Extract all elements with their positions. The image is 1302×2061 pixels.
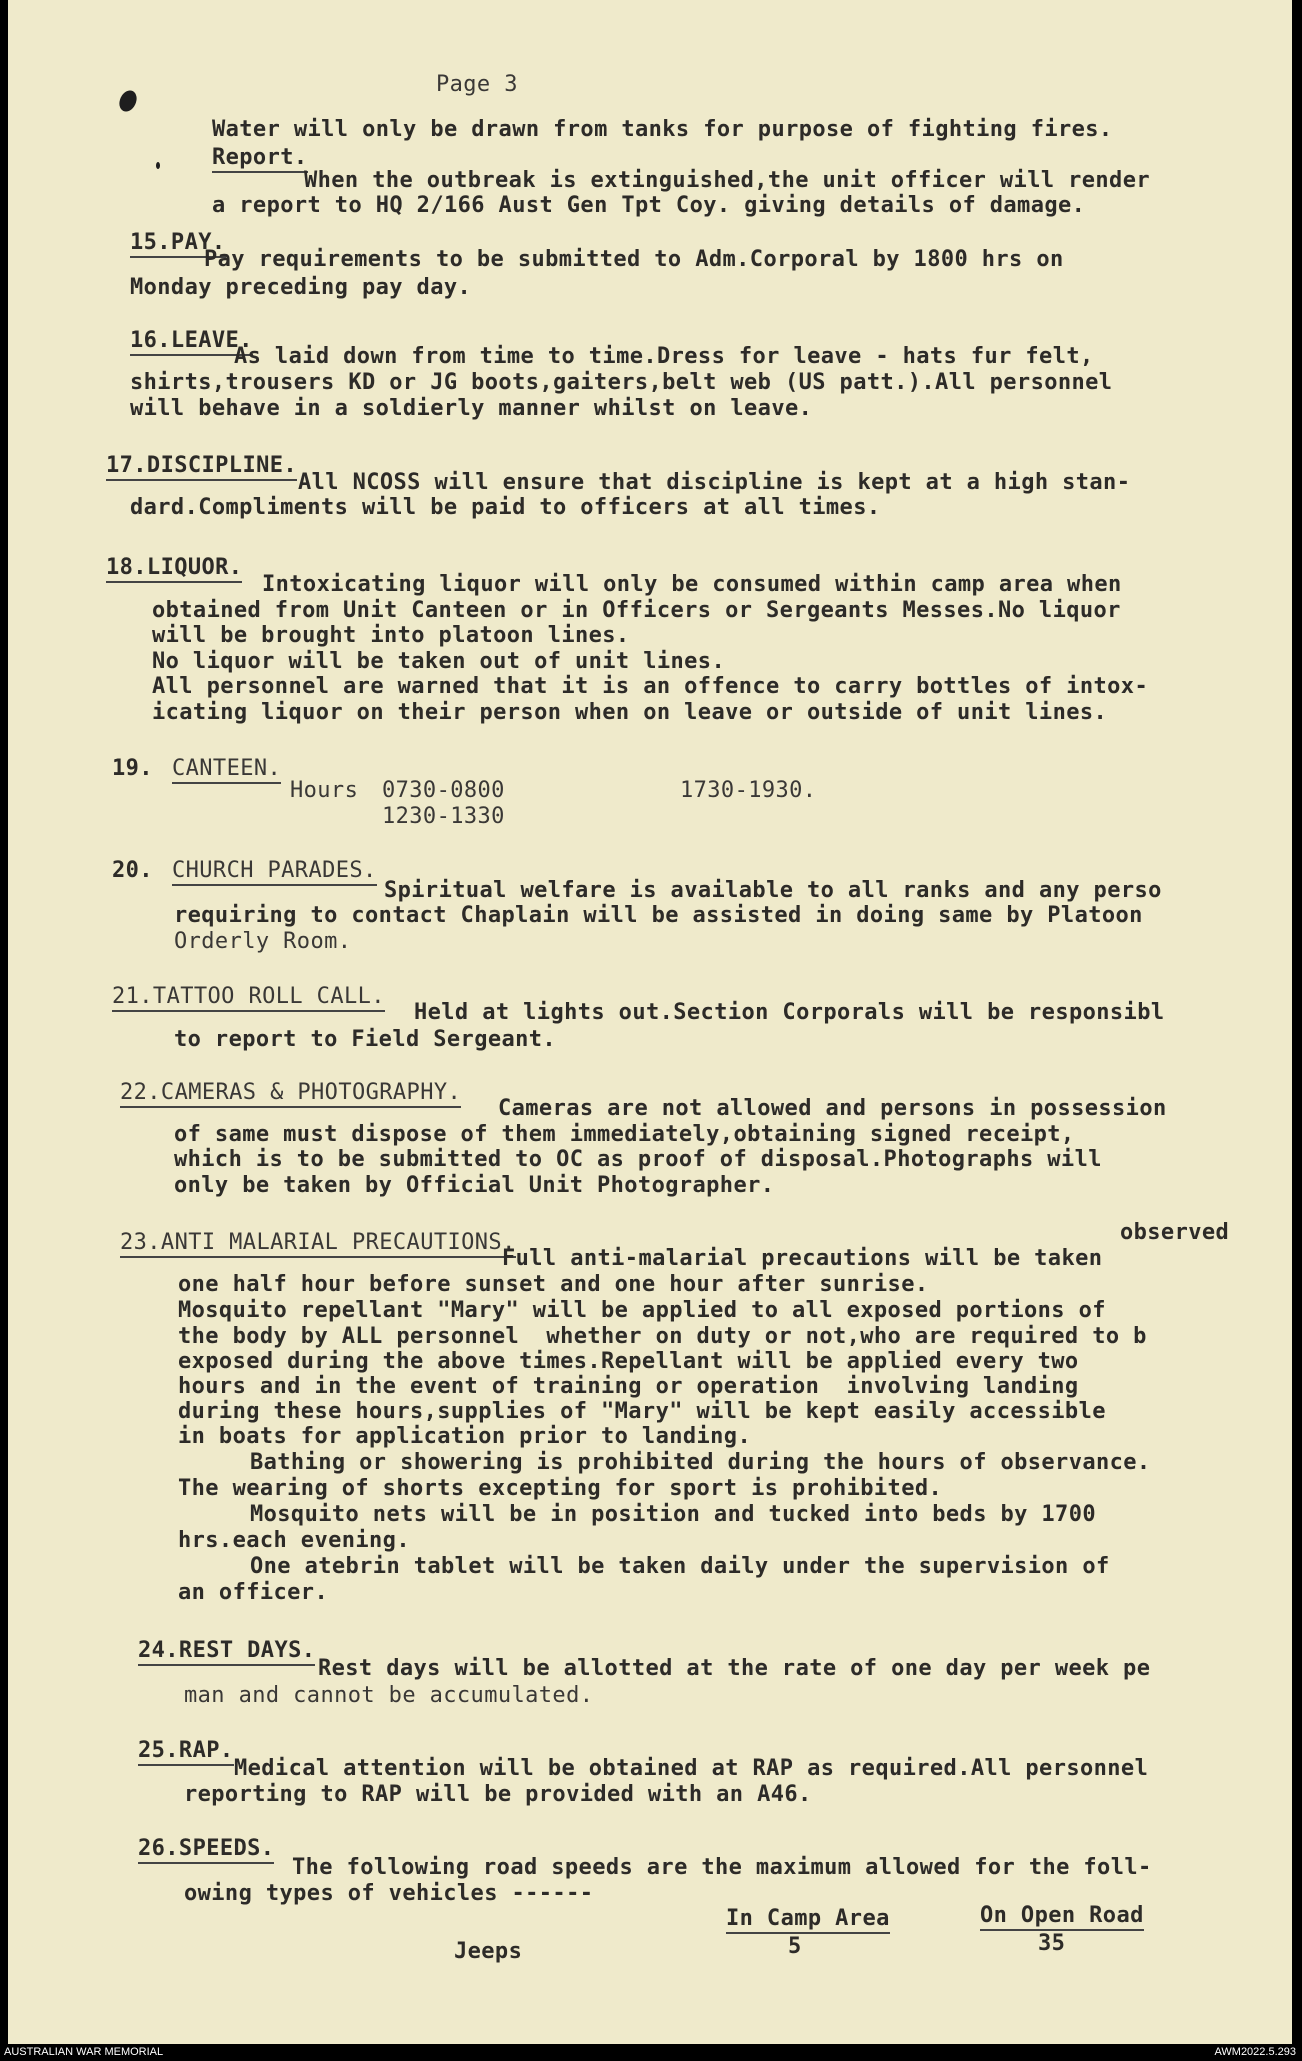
section-line: icating liquor on their person when on leave or outside of unit lines. [152, 700, 1108, 725]
section-heading [112, 984, 385, 1012]
ink-mark [116, 88, 140, 115]
section-line: Mosquito repellant "Mary" will be applied to all exposed portions of [178, 1298, 1106, 1323]
intro-line: When the outbreak is extinguished,the unit officer will render [304, 168, 1150, 193]
canteen-time: 1730-1930. [680, 778, 817, 803]
section-line: owing types of vehicles ------ [184, 1881, 594, 1906]
section-line: One atebrin tablet will be taken daily under the supervision of [250, 1554, 1110, 1579]
section-heading-text: 15.PAY. [130, 230, 226, 258]
canteen-time: 1230-1330 [382, 804, 505, 829]
section-heading [138, 1638, 315, 1666]
section-line: Held at lights out.Section Corporals will be responsibl [414, 1000, 1165, 1025]
section-heading [120, 1080, 461, 1108]
section-line: All personnel are warned that it is an offence to carry bottles of intox- [152, 674, 1149, 699]
section-heading-text: 22.CAMERAS & PHOTOGRAPHY. [120, 1080, 461, 1108]
section-line: requiring to contact Chaplain will be assisted in doing same by Platoon [174, 903, 1143, 928]
section-heading [106, 555, 242, 583]
section-line: an officer. [178, 1580, 329, 1605]
section-line: hrs.each evening. [178, 1528, 410, 1553]
document-page [8, 0, 1292, 2044]
section-line: will be brought into platoon lines. [152, 623, 630, 648]
section-heading-text: 18.LIQUOR. [106, 555, 242, 583]
section-line: man and cannot be accumulated. [184, 1683, 594, 1708]
vehicle-type: Jeeps [454, 1939, 523, 1964]
speed-column-header [980, 1903, 1144, 1931]
section-line: Spiritual welfare is available to all ranks and any perso [384, 878, 1162, 903]
report-heading [212, 145, 308, 173]
section-line: Mosquito nets will be in position and tucked into beds by 1700 [250, 1502, 1096, 1527]
section-heading-text: 26.SPEEDS. [138, 1836, 274, 1864]
section-heading [106, 453, 297, 481]
canteen-time: 0730-0800 [382, 778, 505, 803]
section-line: dard.Compliments will be paid to officers at all times. [130, 495, 881, 520]
section-line: The following road speeds are the maximum allowed for the foll- [292, 1855, 1152, 1880]
speed-column-header-text: In Camp Area [726, 1906, 890, 1934]
ink-mark [156, 162, 160, 169]
section-heading-text: 23.ANTI MALARIAL PRECAUTIONS. [120, 1230, 516, 1258]
section-line: exposed during the above times.Repellant will be applied every two [178, 1349, 1079, 1374]
section-heading-text: CANTEEN. [172, 756, 281, 784]
intro-line: Water will only be drawn from tanks for purpose of fighting fires. [212, 117, 1113, 142]
speed-value: 5 [788, 1934, 802, 1959]
archive-footer [0, 2044, 1302, 2061]
section-line: Pay requirements to be submitted to Adm.Corporal by 1800 hrs on [204, 247, 1064, 272]
handwritten-insert: observed [1120, 1220, 1230, 1245]
section-heading [172, 756, 281, 784]
intro-line: a report to HQ 2/166 Aust Gen Tpt Coy. giving details of damage. [212, 193, 1086, 218]
report-heading-text: Report. [212, 145, 308, 173]
section-heading [120, 1230, 516, 1258]
speed-column-header-text: On Open Road [980, 1903, 1144, 1931]
section-line: reporting to RAP will be provided with an A46. [184, 1782, 812, 1807]
page-header: Page 3 [436, 72, 518, 97]
section-line: will behave in a soldierly manner whilst on leave. [130, 396, 813, 421]
hours-label: Hours [290, 778, 359, 803]
section-heading-text: 24.REST DAYS. [138, 1638, 315, 1666]
archive-name: AUSTRALIAN WAR MEMORIAL [4, 2046, 164, 2058]
section-number: 20. [112, 858, 153, 883]
section-line: the body by ALL personnel whether on duty or not,who are required to b [178, 1324, 1147, 1349]
section-heading [138, 1738, 234, 1766]
speed-value: 35 [1038, 1931, 1066, 1956]
section-number: 19. [112, 756, 153, 781]
section-heading-text: 16.LEAVE. [130, 328, 253, 356]
section-line: Full anti-malarial precautions will be taken [502, 1246, 1103, 1271]
section-heading-text: 25.RAP. [138, 1738, 234, 1766]
section-heading [172, 858, 377, 886]
section-line: of same must dispose of them immediately,obtaining signed receipt, [174, 1122, 1075, 1147]
section-line: Medical attention will be obtained at RAP as required.All personnel [234, 1756, 1149, 1781]
section-heading-text: 21.TATTOO ROLL CALL. [112, 984, 385, 1012]
section-line: obtained from Unit Canteen or in Officers or Sergeants Messes.No liquor [152, 598, 1121, 623]
section-line: in boats for application prior to landing. [178, 1424, 752, 1449]
section-line: Orderly Room. [174, 929, 352, 954]
section-line: All NCOSS will ensure that discipline is kept at a high stan- [298, 470, 1131, 495]
section-line: As laid down from time to time.Dress for leave - hats fur felt, [234, 344, 1094, 369]
speed-column-header [726, 1906, 890, 1934]
section-line: Bathing or showering is prohibited during the hours of observance. [250, 1450, 1151, 1475]
section-heading [138, 1836, 274, 1864]
section-line: one half hour before sunset and one hour after sunrise. [178, 1272, 929, 1297]
section-line: Rest days will be allotted at the rate of one day per week pe [318, 1656, 1151, 1681]
section-line: only be taken by Official Unit Photographer. [174, 1173, 775, 1198]
section-heading-text: 17.DISCIPLINE. [106, 453, 297, 481]
section-line: shirts,trousers KD or JG boots,gaiters,belt web (US patt.).All personnel [130, 370, 1113, 395]
section-line: during these hours,supplies of "Mary" will be kept easily accessible [178, 1399, 1106, 1424]
section-line: to report to Field Sergeant. [174, 1027, 557, 1052]
section-line: Monday preceding pay day. [130, 275, 472, 300]
section-line: The wearing of shorts excepting for sport is prohibited. [178, 1476, 943, 1501]
section-line: Intoxicating liquor will only be consumed within camp area when [262, 572, 1122, 597]
section-line: No liquor will be taken out of unit lines. [152, 649, 726, 674]
archive-reference: AWM2022.5.293 [1214, 2046, 1296, 2058]
section-heading-text: CHURCH PARADES. [172, 858, 377, 886]
section-line: Cameras are not allowed and persons in possession [498, 1096, 1167, 1121]
section-line: which is to be submitted to OC as proof of disposal.Photographs will [174, 1147, 1102, 1172]
section-line: hours and in the event of training or operation involving landing [178, 1374, 1079, 1399]
